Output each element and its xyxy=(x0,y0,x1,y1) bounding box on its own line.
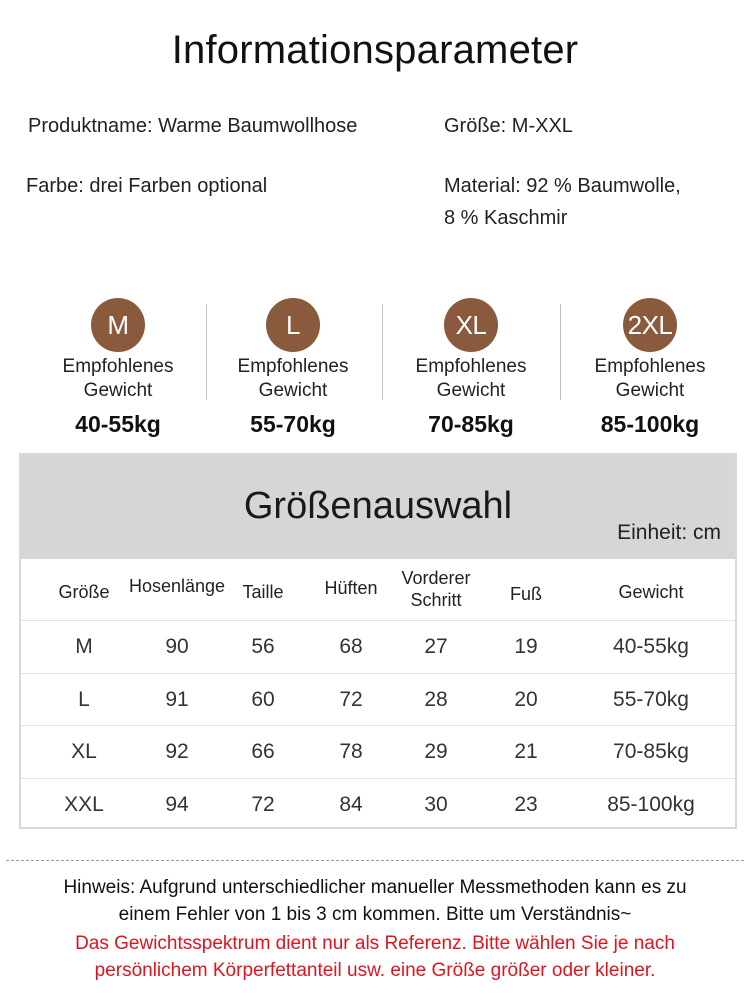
table-cell: 29 xyxy=(424,740,448,763)
size-badge-m xyxy=(28,298,208,438)
size-table-title: Größenauswahl xyxy=(243,485,513,527)
unit-label: Einheit: cm xyxy=(617,521,721,544)
weight-value: 40-55kg xyxy=(75,411,161,437)
weight-label xyxy=(28,355,208,403)
table-cell: 85-100kg xyxy=(607,792,695,816)
page-title: Informationsparameter xyxy=(171,28,579,72)
table-cell: 78 xyxy=(339,740,363,763)
warning-line-2: persönlichem Körperfettanteil usw. eine Größe größer oder kleiner. xyxy=(94,960,656,981)
size-table xyxy=(19,453,737,829)
table-row xyxy=(21,726,735,779)
column-header-line-1: Vorderer xyxy=(401,568,471,588)
table-cell: 66 xyxy=(251,740,275,763)
size-badge-2xl xyxy=(560,298,740,438)
table-cell: 40-55kg xyxy=(613,635,689,658)
product-name: Produktname: Warme Baumwollhose xyxy=(28,115,358,137)
weight-label-line-1: Empfohlenes xyxy=(594,356,706,377)
table-cell: 90 xyxy=(165,635,189,658)
table-row xyxy=(21,674,735,727)
weight-label-line-2: Gewicht xyxy=(258,380,328,401)
table-cell: 56 xyxy=(251,635,275,658)
table-cell: 72 xyxy=(339,687,363,711)
warning-line-1: Das Gewichtsspektrum dient nur als Referenz. Bitte wählen Sie je nach xyxy=(75,933,675,954)
table-cell: 20 xyxy=(514,687,538,711)
column-header-line-2: Schritt xyxy=(410,590,462,610)
weight-value: 85-100kg xyxy=(600,411,700,437)
measurement-note xyxy=(0,874,750,928)
table-cell: 72 xyxy=(251,792,275,816)
table-cell: XXL xyxy=(64,792,104,816)
weight-label xyxy=(381,355,561,403)
size-badge-xl xyxy=(381,298,561,438)
weight-label-line-2: Gewicht xyxy=(436,380,506,401)
table-cell: 91 xyxy=(165,687,189,711)
table-cell: 60 xyxy=(251,687,275,711)
weight-label-line-1: Empfohlenes xyxy=(62,356,174,377)
table-cell: 28 xyxy=(424,687,448,711)
weight-label-line-1: Empfohlenes xyxy=(415,356,527,377)
table-row xyxy=(21,621,735,674)
material-line-2: 8 % Kaschmir xyxy=(444,207,568,229)
column-header: Gewicht xyxy=(618,582,684,602)
table-row xyxy=(21,779,735,832)
size-circle: L xyxy=(266,298,320,352)
table-cell: 23 xyxy=(514,792,538,816)
size-circle: 2XL xyxy=(623,298,677,352)
table-cell: 21 xyxy=(514,740,538,763)
column-header: Hüften xyxy=(324,578,378,598)
column-header: Größe xyxy=(58,582,110,602)
table-header-row xyxy=(21,559,735,621)
table-cell: M xyxy=(75,635,93,658)
material-line-1: Material: 92 % Baumwolle, xyxy=(444,175,681,197)
size-circle: XL xyxy=(444,298,498,352)
table-cell: XL xyxy=(71,740,97,763)
table-cell: 94 xyxy=(165,792,189,816)
note-line-1: Hinweis: Aufgrund unterschiedlicher manueller Messmethoden kann es zu xyxy=(63,877,687,898)
dashed-divider xyxy=(6,860,744,861)
weight-label-line-1: Empfohlenes xyxy=(237,356,349,377)
table-cell: 30 xyxy=(424,792,448,816)
table-cell: 55-70kg xyxy=(613,687,689,711)
size-circle: M xyxy=(91,298,145,352)
note-line-2: einem Fehler von 1 bis 3 cm kommen. Bitte um Verständnis~ xyxy=(118,904,632,925)
column-header: Fuß xyxy=(509,584,542,604)
weight-label-line-2: Gewicht xyxy=(615,380,685,401)
column-header xyxy=(386,567,486,611)
table-cell: 68 xyxy=(339,635,363,658)
weight-value: 70-85kg xyxy=(428,411,514,437)
weight-value: 55-70kg xyxy=(250,411,336,437)
size-range: Größe: M-XXL xyxy=(444,115,573,137)
table-cell: L xyxy=(78,687,90,711)
column-header: Hosenlänge xyxy=(128,576,226,596)
color-info: Farbe: drei Farben optional xyxy=(26,175,268,197)
weight-label xyxy=(560,355,740,403)
size-badge-l xyxy=(203,298,383,438)
table-cell: 92 xyxy=(165,740,189,763)
recommended-weight-strip xyxy=(0,298,750,443)
weight-label xyxy=(203,355,383,403)
weight-warning xyxy=(0,930,750,984)
table-cell: 19 xyxy=(514,635,538,658)
table-cell: 27 xyxy=(424,635,448,658)
weight-label-line-2: Gewicht xyxy=(83,380,153,401)
size-table-header-band xyxy=(21,455,735,559)
material-info xyxy=(444,170,744,234)
table-cell: 70-85kg xyxy=(613,740,689,763)
table-cell: 84 xyxy=(339,792,363,816)
column-header: Taille xyxy=(242,582,284,602)
